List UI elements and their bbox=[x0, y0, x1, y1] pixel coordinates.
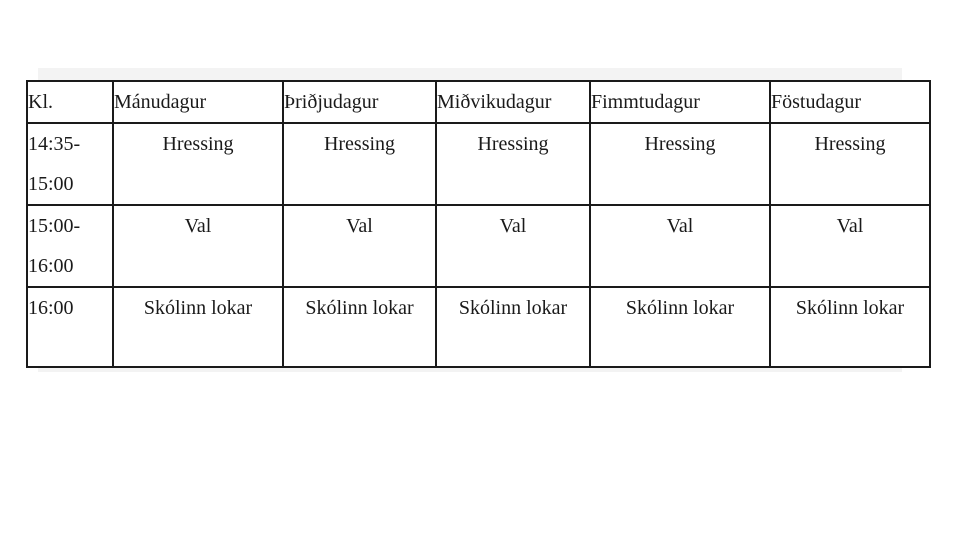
time-cell bbox=[27, 287, 113, 367]
activity-cell: Hressing bbox=[436, 123, 590, 205]
activity-cell: Skólinn lokar bbox=[770, 287, 930, 367]
time-start: 14:35- bbox=[28, 133, 81, 155]
activity-cell: Val bbox=[590, 205, 770, 287]
activity-cell: Hressing bbox=[770, 123, 930, 205]
header-day-friday: Föstudagur bbox=[770, 81, 930, 123]
header-day-monday: Mánudagur bbox=[113, 81, 283, 123]
activity-cell: Skólinn lokar bbox=[436, 287, 590, 367]
time-start: 16:00 bbox=[28, 297, 74, 319]
header-row bbox=[27, 81, 930, 123]
schedule-table bbox=[26, 80, 931, 368]
time-start: 15:00- bbox=[28, 215, 81, 237]
time-end: 16:00 bbox=[28, 255, 74, 277]
time-cell bbox=[27, 205, 113, 287]
header-day-thursday: Fimmtudagur bbox=[590, 81, 770, 123]
activity-cell: Val bbox=[113, 205, 283, 287]
table-row bbox=[27, 123, 930, 205]
activity-cell: Hressing bbox=[283, 123, 436, 205]
table-row bbox=[27, 205, 930, 287]
header-day-tuesday: Þriðjudagur bbox=[283, 81, 436, 123]
activity-cell: Val bbox=[436, 205, 590, 287]
activity-cell: Hressing bbox=[113, 123, 283, 205]
activity-cell: Skólinn lokar bbox=[590, 287, 770, 367]
activity-cell: Val bbox=[770, 205, 930, 287]
header-time: Kl. bbox=[27, 81, 113, 123]
activity-cell: Skólinn lokar bbox=[283, 287, 436, 367]
table-row bbox=[27, 287, 930, 367]
time-cell bbox=[27, 123, 113, 205]
header-day-wednesday: Miðvikudagur bbox=[436, 81, 590, 123]
activity-cell: Skólinn lokar bbox=[113, 287, 283, 367]
time-end: 15:00 bbox=[28, 173, 74, 195]
activity-cell: Hressing bbox=[590, 123, 770, 205]
activity-cell: Val bbox=[283, 205, 436, 287]
